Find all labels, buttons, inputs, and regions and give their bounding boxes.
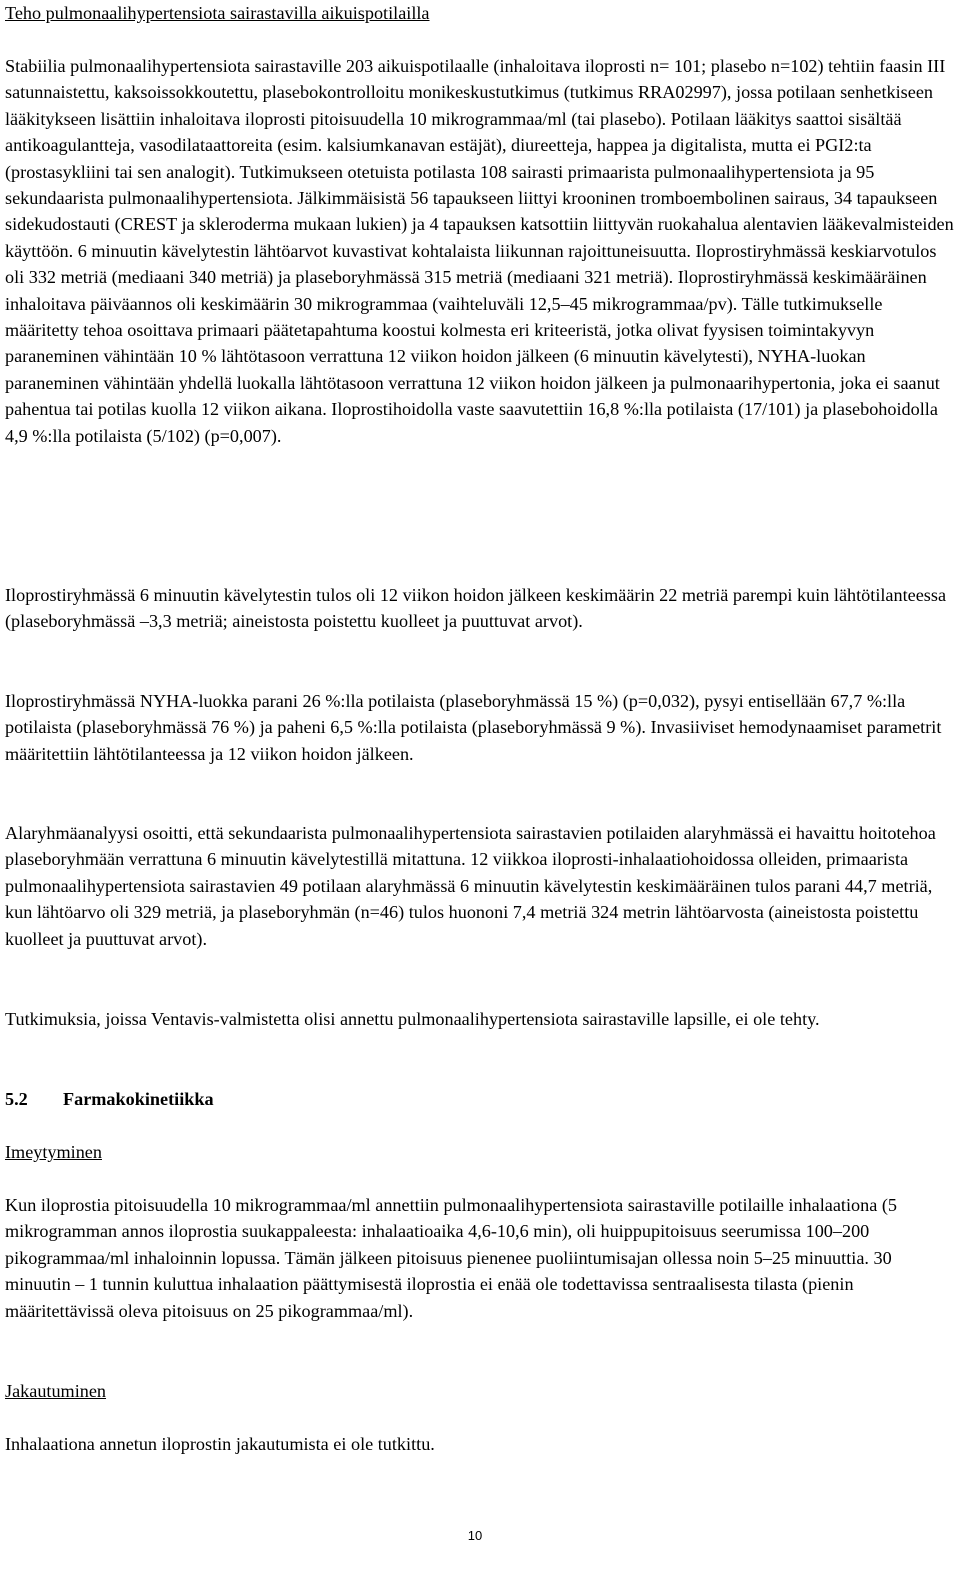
section-number: 5.2 [5,1089,28,1109]
section-heading-title: Farmakokinetiikka [63,1089,214,1109]
section-heading-5-2 [5,1086,956,1112]
paragraph-absorption: Kun iloprostia pitoisuudella 10 mikrogrammaa/ml annettiin pulmonaalihypertensiota sairastaville potilaille inhalaationa (5 mikrogramman annos iloprostia suukappaleesta: inhalaatioaika 4,6-10,6 min), oli huippupitoisuus seerumissa 100–200 pikogrammaa/ml inhaloinnin lopussa. Tämän jälkeen pitoisuus pienenee puoliintumisajan ollessa noin 5–25 minuuttia. 30 minuutin – 1 tunnin kuluttua inhalaation päättymisestä iloprostia ei enää ole todettavissa sentraalisesta tilasta (pienin määritettävissä oleva pitoisuus on 25 pikogrammaa/ml). [5,1195,897,1321]
page-number: 10 [467,1528,483,1543]
section-title: Teho pulmonaalihypertensiota sairastavilla aikuispotilailla [5,3,430,23]
subheading-absorption: Imeytyminen [5,1142,102,1162]
paragraph-efficacy-study: Stabiilia pulmonaalihypertensiota sairastaville 203 aikuispotilaalle (inhaloitava iloprosti n= 101; plasebo n=102) tehtiin faasin III satunnaistettu, kaksoissokkoutettu, plasebokontrolloitu monikeskustutkimus (tutkimus RRA02997), jossa potilaan senhetkiseen lääkitykseen lisättiin inhaloitava iloprosti pitoisuudella 10 mikrogrammaa/ml (tai plasebo). Potilaan lääkitys saattoi sisältää antikoagulantteja, vasodilataattoreita (esim. kalsiumkanavan estäjät), diureetteja, happea ja digitalista, mutta ei PGI2:ta (prostasykliini tai sen analogit). Tutkimukseen otetuista potilasta 108 sairasti primaarista pulmonaalihypertensiota ja 95 sekundaarista pulmonaalihypertensiota. Jälkimmäisistä 56 tapaukseen liittyi krooninen tromboembolinen sairaus, 34 tapaukseen sidekudostauti (CREST ja skleroderma mukaan lukien) ja 4 tapauksen katsottiin liittyvän ruokahalua alentavien lääkevalmisteiden käyttöön. 6 minuutin kävelytestin lähtöarvot kuvastivat kohtalaista liikunnan rajoittuneisuutta. Iloprostiryhmässä keskiarvotulos oli 332 metriä (mediaani 340 metriä) ja plaseboryhmässä 315 metriä (mediaani 321 metriä). Iloprostiryhmässä keskimääräinen inhaloitava päiväannos oli keskimäärin 30 mikrogrammaa (vaihteluväli 12,5–45 mikrogrammaa/pv). Tälle tutkimukselle määritetty tehoa osoittava primaari päätetapahtuma koostui kolmesta eri kriteeristä, jotka olivat fyysisen toimintakyvyn paraneminen vähintään 10 % lähtötasoon verrattuna 12 viikon hoidon jälkeen (6 minuutin kävelytesti), NYHA-luokan paraneminen vähintään yhdellä luokalla lähtötasoon verrattuna 12 viikon hoidon jälkeen ja pulmonaarihypertonia, joka ei saanut pahentua tai potilas kuolla 12 viikon aikana. Iloprostihoidolla vaste saavutettiin 16,8 %:lla potilaista (17/101) ja plasebohoidolla 4,9 %:lla potilaista (5/102) (p=0,007). [5,56,954,446]
paragraph-pediatric: Tutkimuksia, joissa Ventavis-valmistetta olisi annettu pulmonaalihypertensiota sairastaville lapsille, ei ole tehty. [5,1009,820,1029]
paragraph-nyha-class: Iloprostiryhmässä NYHA-luokka parani 26 %:lla potilaista (plaseboryhmässä 15 %) (p=0,032), pysyi entisellään 67,7 %:lla potilaista (plaseboryhmässä 76 %) ja paheni 6,5 %:lla potilaista (plaseboryhmässä 9 %). Invasiiviset hemodynaamiset parametrit määritettiin lähtötilanteessa ja 12 viikon hoidon jälkeen. [5,691,942,764]
section-title-block [5,0,956,26]
paragraph-subgroup-analysis: Alaryhmäanalyysi osoitti, että sekundaarista pulmonaalihypertensiota sairastavien potilaiden alaryhmässä ei havaittu hoitotehoa plaseboryhmään verrattuna 6 minuutin kävelytestillä mitattuna. 12 viikkoa iloprosti-inhalaatiohoidossa olleiden, primaarista pulmonaalihypertensiota sairastavien 49 potilaan alaryhmässä 6 minuutin kävelytestin keskimääräinen tulos parani 44,7 metriä, kun lähtöarvo oli 329 metriä, ja plaseboryhmän (n=46) tulos huononi 7,4 metriä 324 metrin lähtöarvosta (aineistosta poistettu kuolleet ja puuttuvat arvot). [5,823,936,949]
subheading-distribution: Jakautuminen [5,1381,107,1401]
paragraph-walk-test-result: Iloprostiryhmässä 6 minuutin kävelytestin tulos oli 12 viikon hoidon jälkeen keskimäärin 22 metriä parempi kuin lähtötilanteessa (plaseboryhmässä –3,3 metriä; aineistosta poistettu kuolleet ja puuttuvat arvot). [5,585,947,632]
paragraph-distribution: Inhalaationa annetun iloprostin jakautumista ei ole tutkittu. [5,1434,435,1454]
